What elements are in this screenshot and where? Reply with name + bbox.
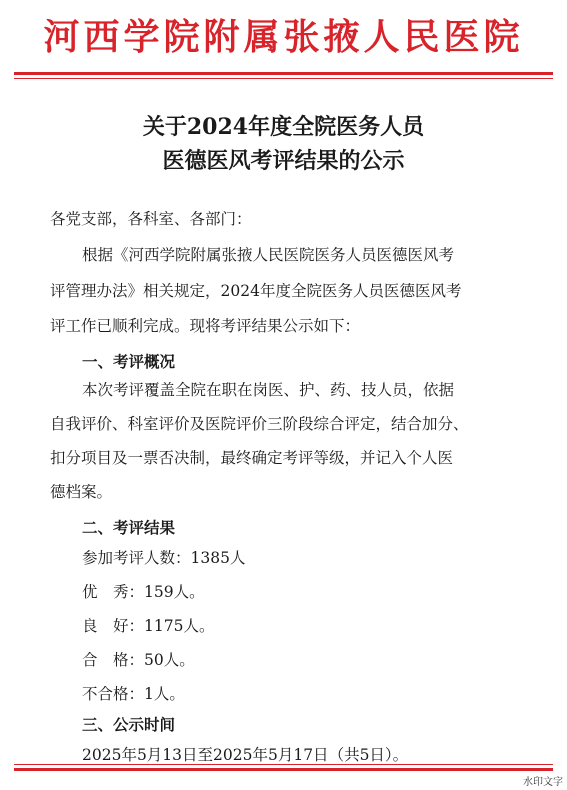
- result-line: 良 好：1175人。: [82, 617, 215, 635]
- result-line: 参加考评人数：1385人: [82, 549, 246, 567]
- doc-title-line-2: 医德医风考评结果的公示: [162, 148, 405, 174]
- letterhead-rule-thin: [14, 78, 553, 79]
- result-line: 合 格：50人。: [82, 651, 195, 669]
- org-letterhead: 河西学院附属张掖人民医院: [43, 17, 524, 58]
- footer-rule-thick: [14, 768, 553, 771]
- result-line: 不合格：1人。: [82, 685, 185, 703]
- intro-line: 根据《河西学院附属张掖人民医院医务人员医德医风考: [82, 246, 455, 264]
- letterhead-rule-thick: [14, 72, 553, 75]
- section-heading: 三、公示时间: [82, 715, 176, 734]
- section-text-line: 扣分项目及一票否决制，最终确定考评等级，并记入个人医: [50, 449, 454, 467]
- result-line: 优 秀：159人。: [82, 583, 205, 601]
- watermark-text: 水印文字: [523, 777, 563, 788]
- footer-rule-thin: [14, 764, 553, 765]
- intro-line: 评管理办法》相关规定，2024年度全院医务人员医德医风考: [50, 282, 462, 300]
- section-text-line: 德档案。: [50, 483, 113, 501]
- salutation: 各党支部，各科室、各部门：: [50, 210, 252, 228]
- notice-period: 2025年5月13日至2025年5月17日（共5日）。: [82, 746, 409, 764]
- section-text-line: 自我评价、科室评价及医院评价三阶段综合评定，结合加分、: [50, 415, 469, 433]
- intro-line: 评工作已顺利完成。现将考评结果公示如下：: [50, 317, 361, 335]
- section-text-line: 本次考评覆盖全院在职在岗医、护、药、技人员，依据: [82, 381, 455, 399]
- doc-title-line-1: 关于2024年度全院医务人员: [142, 114, 425, 140]
- section-heading: 二、考评结果: [82, 518, 176, 537]
- section-heading: 一、考评概况: [82, 352, 176, 371]
